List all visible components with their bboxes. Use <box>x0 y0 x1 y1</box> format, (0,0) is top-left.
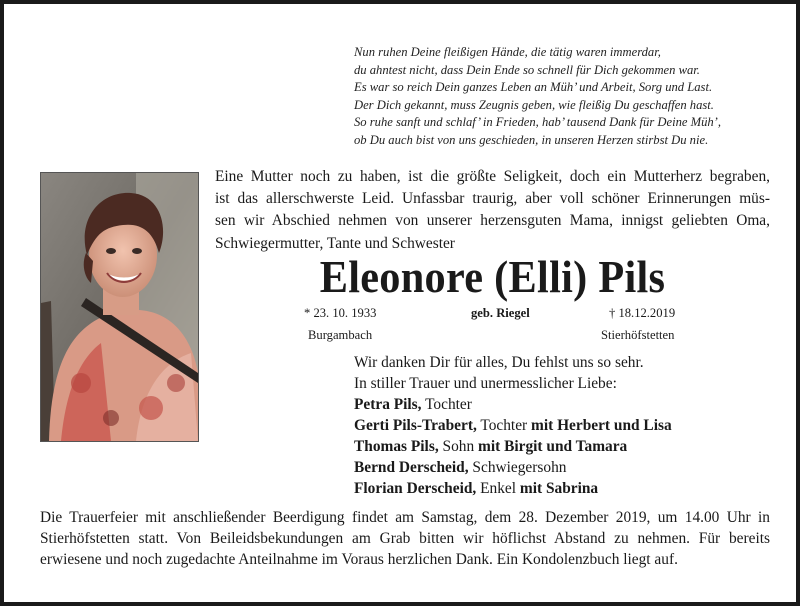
mourner-family: mit Birgit und Tamara <box>478 438 628 455</box>
mourner-name: Thomas Pils, <box>354 438 439 455</box>
poem-line: du ahntest nicht, dass Dein Ende so schnell für Dich gekommen war. <box>354 62 700 77</box>
deceased-name: Eleonore (Elli) Pils <box>319 252 666 302</box>
poem-line: Nun ruhen Deine fleißigen Hände, die tätig waren immerdar, <box>354 45 661 59</box>
poem-line: ob Du auch bist von uns geschieden, in unseren Herzen stirbst Du nie. <box>354 132 709 147</box>
birth-date: * 23. 10. 1933 <box>304 306 377 320</box>
death-place: Stierhöfstetten <box>601 328 675 342</box>
closing-line: Die Trauerfeier mit anschließender Beerdigung findet am Samstag, dem 28. Dezember 2019, um 14.00 Uhr in <box>40 509 770 526</box>
mourner-relation: Tochter <box>476 417 531 434</box>
mourner-relation: Sohn <box>438 438 479 455</box>
mourner-family: mit Herbert und Lisa <box>531 417 672 434</box>
mourner-family: mit Sabrina <box>519 480 599 497</box>
poem <box>354 44 784 150</box>
mourner-name: Gerti Pils-Trabert, <box>354 417 477 434</box>
poem-line: So ruhe sanft und schlaf’ in Frieden, hab’ tausend Dank für Deine Müh’, <box>354 115 722 130</box>
mourner-row <box>354 457 774 478</box>
intro-line: sen wir Abschied nehmen von unserer herzensguten Mama, innigst geliebten Oma, <box>215 212 770 230</box>
mourner-row <box>354 436 774 457</box>
intro-line: ist das allerschwerste Leid. Unfassbar traurig, aber voll schöner Erinnerungen müs- <box>215 190 770 208</box>
intro-line: Eine Mutter noch zu haben, ist die größte Seligkeit, doch ein Mutterherz begraben, <box>215 168 770 185</box>
poem-line: Der Dich gekannt, muss Zeugnis geben, wie fleißig Du geschaffen hast. <box>354 97 714 112</box>
intro-line: Schwiegermutter, Tante und Schwester <box>215 234 455 252</box>
mourner-name: Bernd Derscheid, <box>354 459 469 476</box>
mourner-relation: Schwiegersohn <box>468 459 567 476</box>
maiden-name: geb. Riegel <box>471 306 530 320</box>
family-signatures <box>354 352 774 499</box>
death-date: † 18.12.2019 <box>609 306 676 320</box>
mourner-name: Petra Pils, <box>354 396 422 413</box>
funeral-announcement <box>40 507 770 571</box>
mourner-row <box>354 415 774 436</box>
mourner-relation: Tochter <box>421 396 472 413</box>
closing-line: Stierhöfstetten statt. Von Beileidsbekundungen am Grab bitten wir höflichst Abstand zu nehmen. Für bereits <box>40 530 770 548</box>
mourner-relation: Enkel <box>476 480 520 497</box>
portrait-photo <box>40 172 199 442</box>
intro-text <box>215 166 770 255</box>
mourner-row <box>354 394 774 415</box>
mourner-row <box>354 478 774 499</box>
closing-line: erwiesene und noch zugedachte Anteilnahme im Voraus herzlichen Dank. Ein Kondolenzbuch liegt auf. <box>40 551 678 569</box>
thanks-line: In stiller Trauer und unermesslicher Liebe: <box>354 375 617 392</box>
birth-place: Burgambach <box>308 328 373 342</box>
mourner-name: Florian Derscheid, <box>354 480 477 497</box>
poem-line: Es war so reich Dein ganzes Leben an Müh’ und Arbeit, Sorg und Last. <box>354 80 713 95</box>
thanks-line: Wir danken Dir für alles, Du fehlst uns so sehr. <box>354 354 644 371</box>
